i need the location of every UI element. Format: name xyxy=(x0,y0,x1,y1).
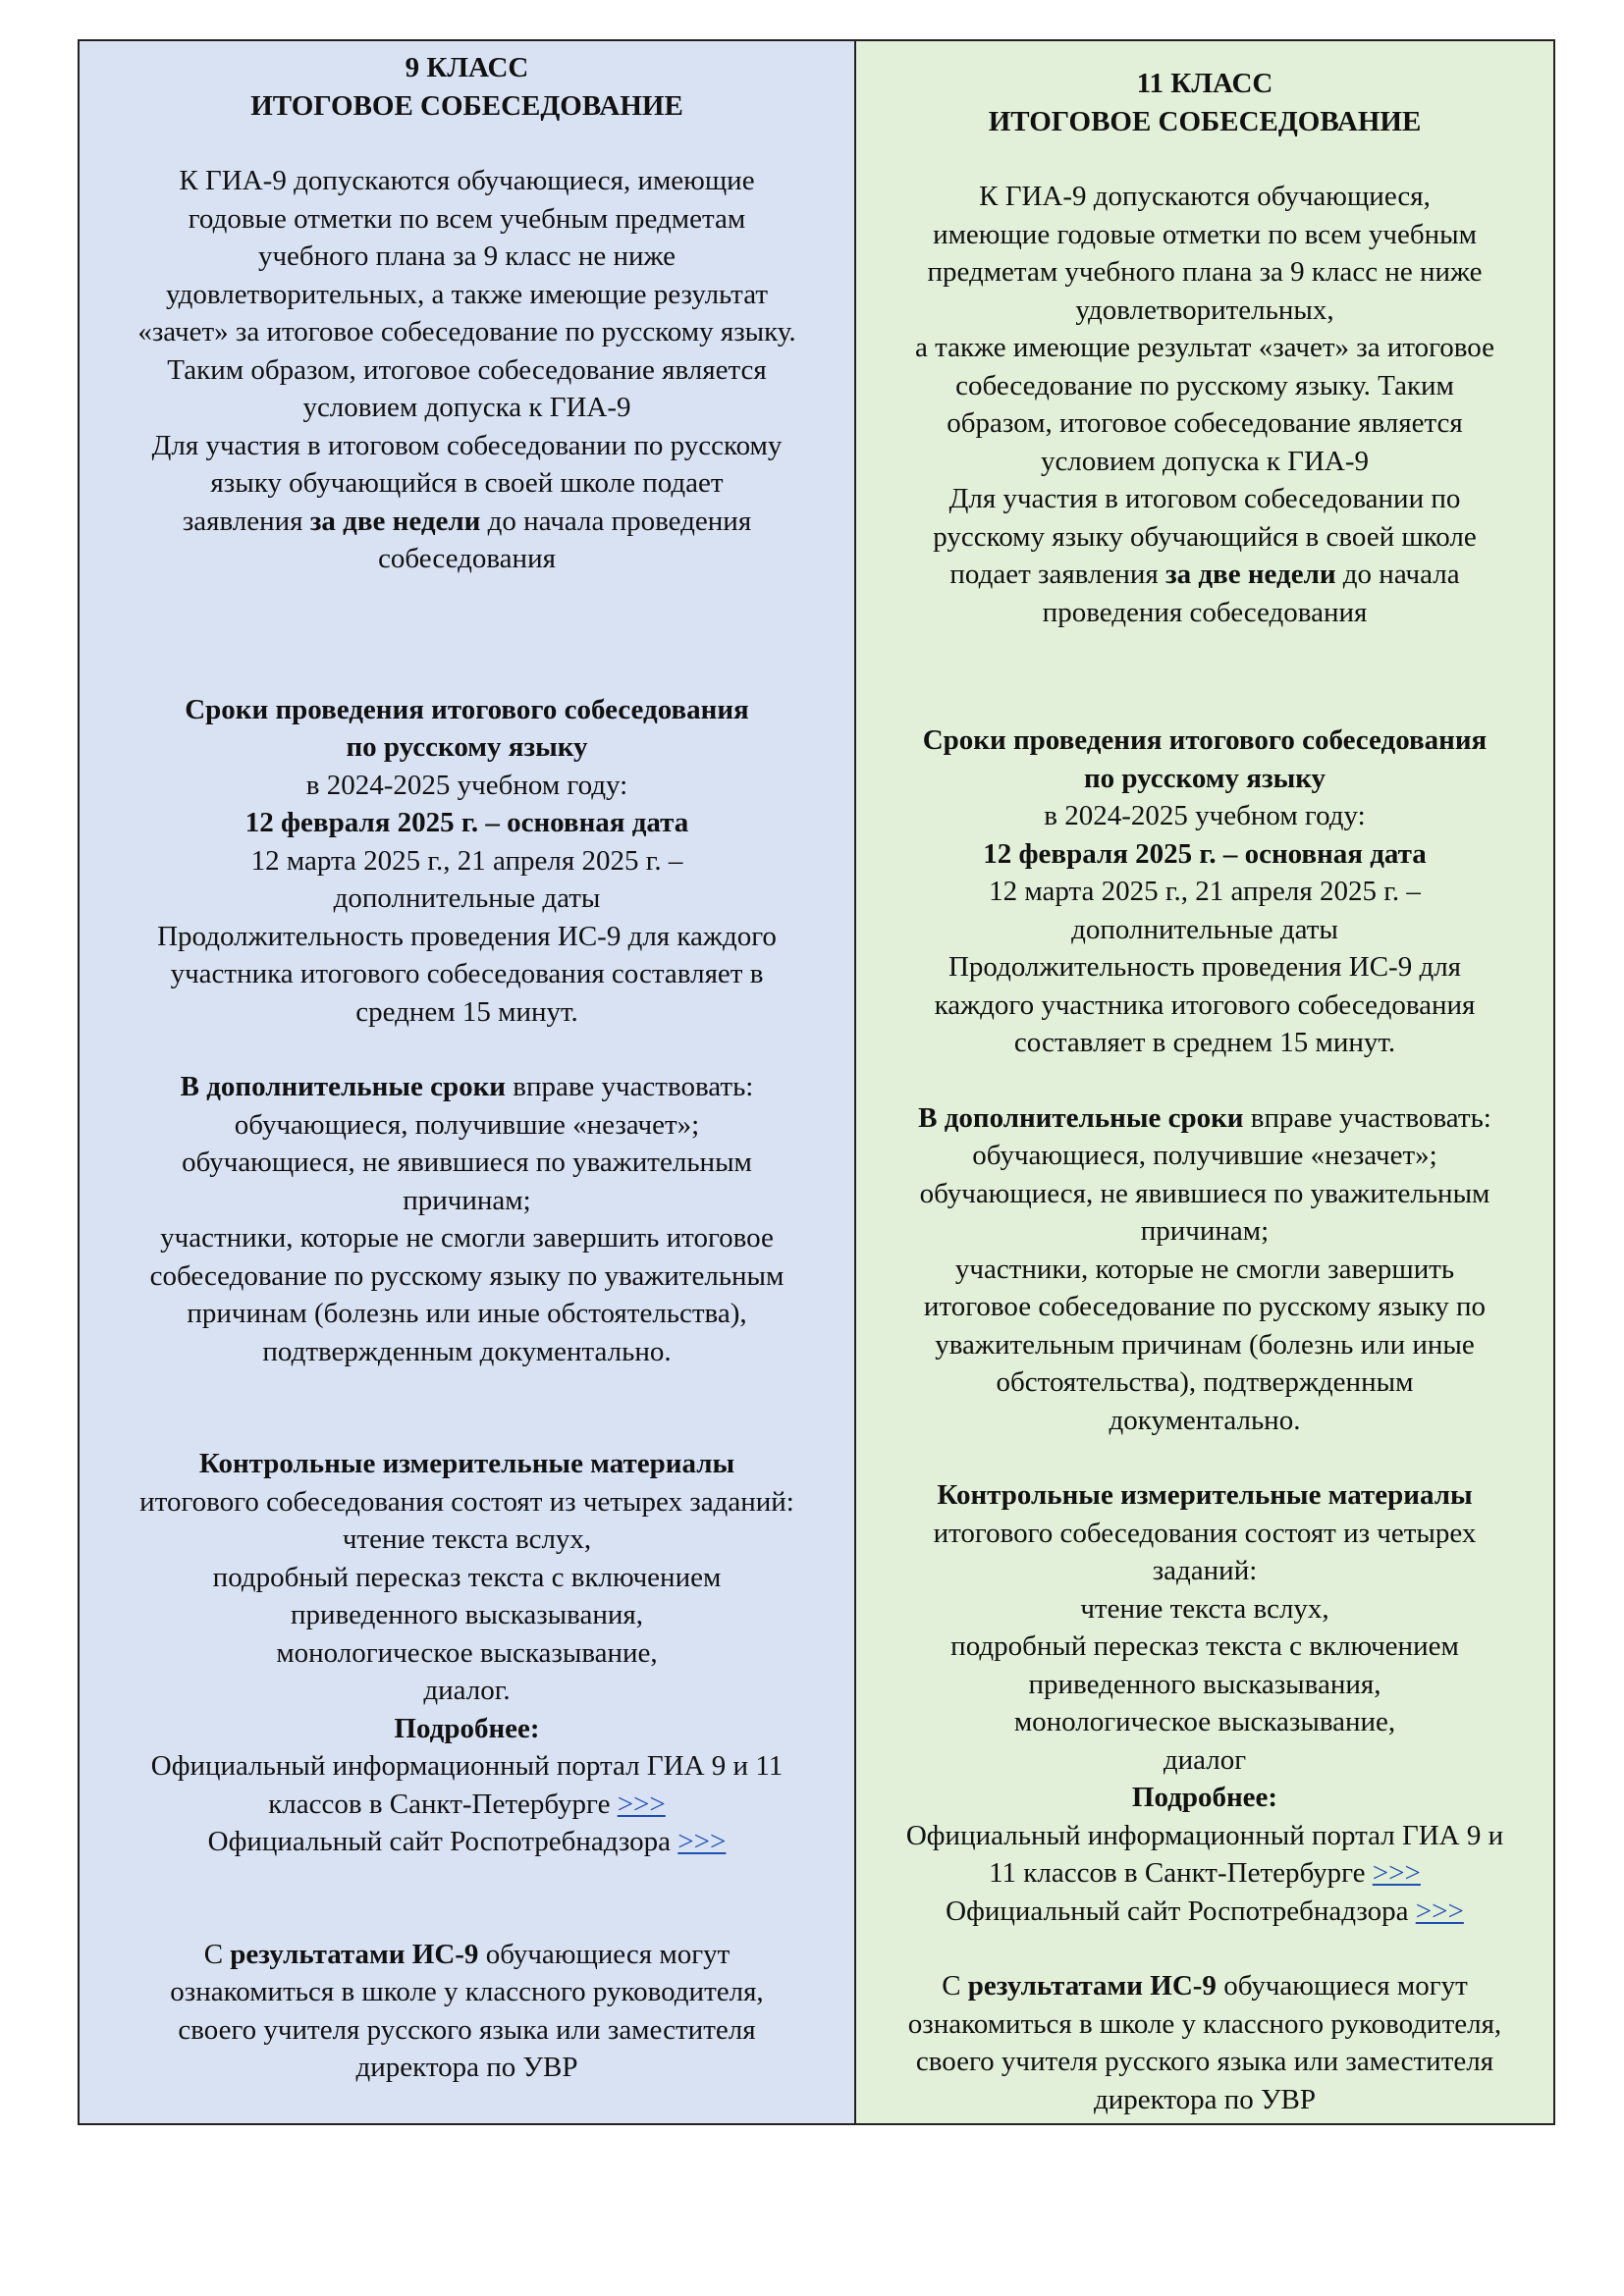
extra-dates-block xyxy=(860,1099,1549,1440)
column-grade-11 xyxy=(856,41,1553,2123)
text-line: Для участия в итоговом собеседовании по xyxy=(948,483,1461,514)
exam-title: ИТОГОВОЕ СОБЕСЕДОВАНИЕ xyxy=(988,105,1422,137)
text-line: причинам; xyxy=(1140,1215,1270,1247)
text-line: 12 марта 2025 г., 21 апреля 2025 г. – xyxy=(250,844,683,877)
text-line: директора по УВР xyxy=(1093,2083,1317,2115)
info-table xyxy=(78,39,1555,2125)
text-span: до начала проведения xyxy=(480,505,752,537)
text-span: вправе участвовать: xyxy=(1243,1101,1491,1134)
text-line: итоговое собеседование по русскому языку по xyxy=(923,1291,1487,1322)
text-line: итогового собеседования состоят из четырех xyxy=(933,1517,1477,1549)
kim-heading: Контрольные измерительные материалы xyxy=(198,1448,735,1479)
text-line xyxy=(860,1854,1549,1893)
text-line: монологическое высказывание, xyxy=(276,1636,658,1669)
dates-heading: Сроки проведения итогового собеседования xyxy=(185,693,749,725)
text-span: классов в Санкт-Петербурге xyxy=(268,1788,618,1820)
dates-heading: по русскому языку xyxy=(346,731,588,763)
kim-block xyxy=(83,1445,850,1861)
grade-title: 11 КЛАСС xyxy=(1136,68,1273,99)
deadline-emphasis: за две недели xyxy=(309,505,481,537)
text-span: Официальный сайт Роспотребнадзора xyxy=(946,1895,1416,1927)
dates-block xyxy=(860,721,1549,1062)
text-line: К ГИА-9 допускаются обучающиеся, имеющие xyxy=(179,165,755,196)
text-line xyxy=(860,1967,1549,2005)
text-line: имеющие годовые отметки по всем учебным xyxy=(933,218,1477,250)
text-line: предметам учебного плана за 9 класс не ниже xyxy=(927,256,1483,288)
text-line: итогового собеседования состоят из четырех заданий: xyxy=(139,1485,794,1518)
text-line: годовые отметки по всем учебным предметам xyxy=(188,202,746,235)
text-line: участника итогового собеседования составляет в xyxy=(170,958,764,989)
results-emphasis: результатами ИС-9 xyxy=(967,1970,1217,2002)
text-line: а также имеющие результат «зачет» за итоговое xyxy=(914,332,1495,363)
text-line: образом, итоговое собеседование является xyxy=(947,407,1463,439)
text-line: своего учителя русского языка или заместителя xyxy=(915,2046,1494,2077)
text-line: диалог. xyxy=(423,1675,511,1706)
deadline-emphasis: за две недели xyxy=(1164,559,1336,590)
text-line xyxy=(860,556,1549,594)
text-line: Официальный информационный портал ГИА 9 и 11 xyxy=(150,1750,784,1782)
text-line: русскому языку обучающийся в своей школе xyxy=(933,520,1477,553)
more-label: Подробнее: xyxy=(394,1712,540,1744)
text-line: учебного плана за 9 класс не ниже xyxy=(257,240,677,272)
text-line: диалог xyxy=(1163,1743,1247,1776)
extra-heading: В дополнительные сроки xyxy=(180,1071,506,1102)
text-line xyxy=(83,1823,850,1861)
text-line: подтвержденным документально. xyxy=(262,1335,672,1367)
text-span: до начала xyxy=(1335,559,1460,590)
text-line: ознакомиться в школе у классного руководителя, xyxy=(907,2007,1502,2040)
text-line: обучающиеся, получившие «незачет»; xyxy=(234,1108,700,1141)
text-line: дополнительные даты xyxy=(1071,913,1338,945)
text-line: чтение текста вслух, xyxy=(342,1523,592,1555)
dates-block xyxy=(83,691,850,1032)
text-span: подает заявления xyxy=(949,559,1165,590)
text-span: С xyxy=(942,1970,968,2002)
text-line xyxy=(83,1068,850,1106)
text-line: Продолжительность проведения ИС-9 для каждого xyxy=(157,920,777,952)
text-line: подробный пересказ текста с включением xyxy=(212,1561,722,1593)
text-line: «зачет» за итоговое собеседование по русскому языку. xyxy=(137,316,796,347)
text-line: в 2024-2025 учебном году: xyxy=(305,769,628,801)
results-block xyxy=(83,1936,850,2087)
text-line: языку обучающийся в своей школе подает xyxy=(210,467,724,499)
kim-block xyxy=(860,1476,1549,1930)
text-line: каждого участника итогового собеседования xyxy=(934,988,1476,1021)
text-span: 11 классов в Санкт-Петербурге xyxy=(989,1857,1373,1889)
text-line xyxy=(860,1893,1549,1931)
text-line: среднем 15 минут. xyxy=(355,995,578,1028)
text-line xyxy=(83,1936,850,1974)
more-label: Подробнее: xyxy=(1131,1782,1278,1813)
text-line: монологическое высказывание, xyxy=(1013,1706,1396,1737)
text-line: дополнительные даты xyxy=(333,882,601,914)
text-line: обучающиеся, получившие «незачет»; xyxy=(972,1140,1437,1171)
text-line: документально. xyxy=(1109,1404,1301,1436)
main-date: 12 февраля 2025 г. – основная дата xyxy=(983,837,1427,870)
exam-title: ИТОГОВОЕ СОБЕСЕДОВАНИЕ xyxy=(250,89,683,122)
text-line: Таким образом, итоговое собеседование является xyxy=(167,353,767,386)
dates-heading: Сроки проведения итогового собеседования xyxy=(922,724,1488,756)
text-line: Официальный информационный портал ГИА 9 и xyxy=(905,1819,1504,1851)
extra-heading: В дополнительные сроки xyxy=(918,1101,1244,1134)
text-line: участники, которые не смогли завершить xyxy=(954,1253,1455,1285)
rospotrebnadzor-link[interactable]: >>> xyxy=(677,1826,727,1857)
grade-title: 9 КЛАСС xyxy=(405,52,529,83)
results-block xyxy=(860,1967,1549,2118)
text-span: вправе участвовать: xyxy=(506,1071,754,1102)
text-line: причинам; xyxy=(403,1184,531,1216)
text-line: собеседование по русскому языку по уважительным xyxy=(149,1259,785,1292)
admission-block xyxy=(860,178,1549,631)
text-span: С xyxy=(203,1938,231,1970)
text-line: собеседования xyxy=(378,543,556,574)
text-line: чтение текста вслух, xyxy=(1080,1592,1329,1625)
text-line: своего учителя русского языка или заместителя xyxy=(178,2013,756,2046)
text-line: обстоятельства), подтвержденным xyxy=(996,1366,1414,1398)
text-line: проведения собеседования xyxy=(1042,596,1368,628)
results-emphasis: результатами ИС-9 xyxy=(230,1938,479,1970)
text-line: Для участия в итоговом собеседовании по русскому xyxy=(151,429,783,461)
text-line: удовлетворительных, xyxy=(1075,294,1334,326)
extra-dates-block xyxy=(83,1068,850,1370)
rospotrebnadzor-link[interactable]: >>> xyxy=(1415,1895,1464,1927)
admission-block xyxy=(83,162,850,578)
text-line: Продолжительность проведения ИС-9 для xyxy=(947,951,1462,983)
text-line: директора по УВР xyxy=(355,2052,578,2083)
text-span: обучающиеся могут xyxy=(478,1938,731,1970)
kim-heading: Контрольные измерительные материалы xyxy=(937,1479,1473,1511)
text-line xyxy=(860,1099,1549,1138)
text-line: удовлетворительных, а также имеющие результат xyxy=(166,278,768,310)
text-line xyxy=(83,503,850,541)
text-line: условием допуска к ГИА-9 xyxy=(302,392,631,423)
text-line: обучающиеся, не явившиеся по уважительным xyxy=(919,1177,1490,1209)
text-line: приведенного высказывания, xyxy=(291,1599,643,1630)
column-grade-9 xyxy=(80,41,856,2123)
text-line: приведенного высказывания, xyxy=(1028,1668,1381,1700)
text-line: ознакомиться в школе у классного руководителя, xyxy=(170,1976,764,2007)
text-line: собеседование по русскому языку. Таким xyxy=(955,369,1454,401)
text-line: уважительным причинам (болезнь или иные xyxy=(935,1328,1475,1361)
dates-heading: по русскому языку xyxy=(1083,762,1326,794)
text-line: в 2024-2025 учебном году: xyxy=(1044,800,1366,831)
text-line: обучающиеся, не явившиеся по уважительным xyxy=(182,1147,752,1178)
text-line: подробный пересказ текста с включением xyxy=(950,1630,1459,1662)
text-line xyxy=(83,1786,850,1824)
text-line: К ГИА-9 допускаются обучающиеся, xyxy=(979,181,1431,212)
text-line: составляет в среднем 15 минут. xyxy=(1013,1027,1396,1058)
main-date: 12 февраля 2025 г. – основная дата xyxy=(244,807,689,838)
text-line: заданий: xyxy=(1152,1555,1258,1586)
text-line: условием допуска к ГИА-9 xyxy=(1040,445,1370,477)
text-span: Официальный сайт Роспотребнадзора xyxy=(207,1826,678,1857)
portal-link[interactable]: >>> xyxy=(1372,1857,1421,1889)
portal-link[interactable]: >>> xyxy=(617,1788,666,1820)
text-span: заявления xyxy=(182,505,310,537)
text-line: 12 марта 2025 г., 21 апреля 2025 г. – xyxy=(989,876,1421,907)
text-line: участники, которые не смогли завершить итоговое xyxy=(160,1222,774,1254)
text-span: обучающиеся могут xyxy=(1216,1970,1468,2002)
text-line: причинам (болезнь или иные обстоятельства), xyxy=(187,1298,747,1329)
